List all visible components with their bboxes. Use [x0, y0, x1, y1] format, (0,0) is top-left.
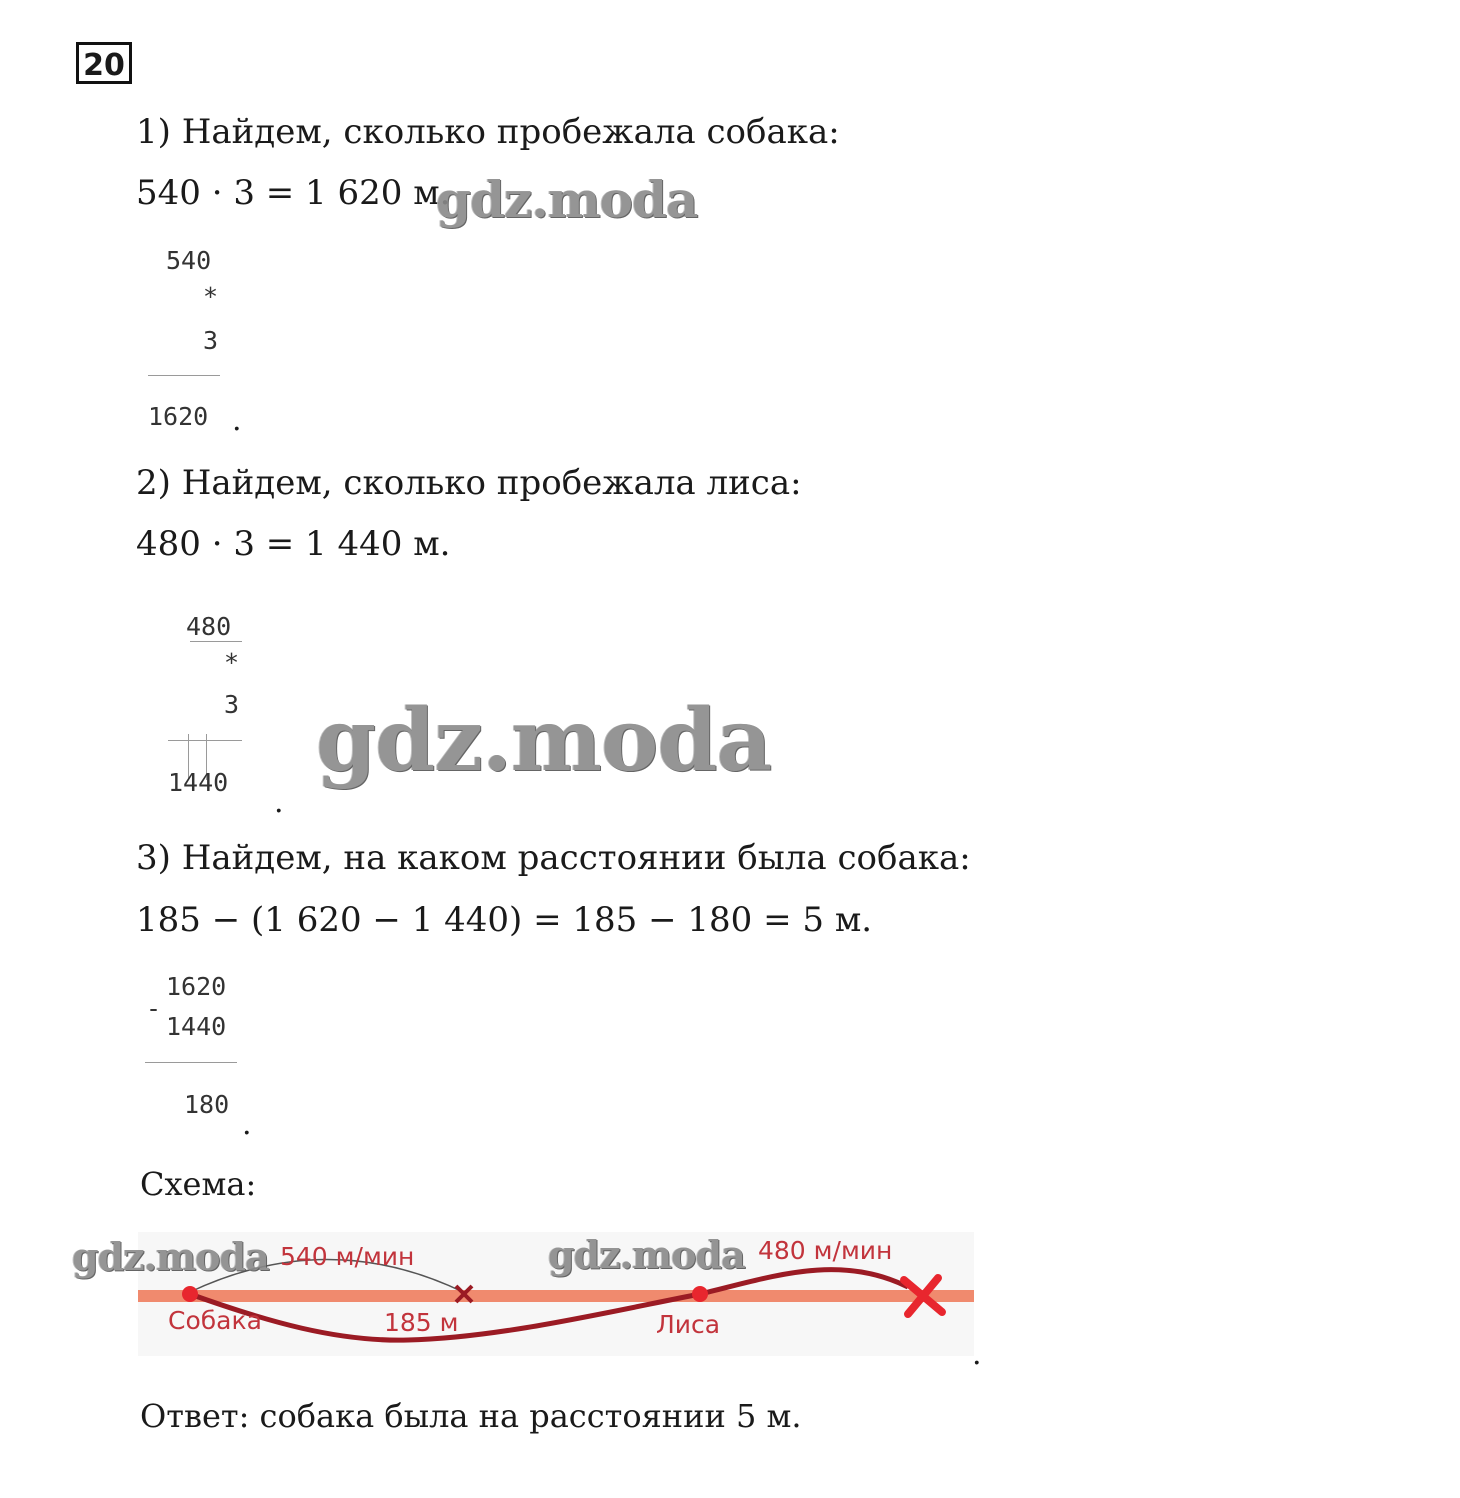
- step2-column-result: 1440: [168, 768, 229, 797]
- step3-title: 3) Найдем, на каком расстоянии была собака:: [136, 838, 971, 878]
- dog-speed-label: 540 м/мин: [280, 1242, 415, 1271]
- step2-column-top: 480: [186, 612, 232, 641]
- step1-column-operator: *: [203, 282, 219, 311]
- step1-title: 1) Найдем, сколько пробежала собака:: [136, 112, 840, 152]
- step2-column-rule-top: [190, 641, 242, 642]
- step1-equation: 540 · 3 = 1 620 м.: [136, 173, 451, 213]
- task-number: 20: [76, 42, 132, 84]
- fox-label: Лиса: [656, 1310, 721, 1339]
- run-path: [190, 1270, 908, 1341]
- step3-column-bottom: 1440: [166, 1012, 227, 1041]
- step2-column-operator: *: [224, 648, 240, 677]
- watermark: gdz.moda: [316, 690, 772, 791]
- step2-column-rule: [168, 740, 242, 741]
- step2-equation: 480 · 3 = 1 440 м.: [136, 524, 451, 564]
- watermark: gdz.moda: [548, 1232, 745, 1277]
- step1-column-rule: [148, 375, 220, 376]
- fox-marker: [692, 1286, 708, 1302]
- step1-column-bottom: 3: [203, 326, 219, 355]
- watermark: gdz.moda: [72, 1234, 269, 1279]
- dog-marker: [182, 1286, 198, 1302]
- step3-column-operator: -: [146, 994, 162, 1023]
- step3-period: .: [242, 1107, 252, 1142]
- step3-column-result: 180: [184, 1090, 230, 1119]
- road: [138, 1290, 974, 1302]
- fox-speed-label: 480 м/мин: [758, 1236, 893, 1265]
- step2-title: 2) Найдем, сколько пробежала лиса:: [136, 463, 802, 503]
- answer-text: Ответ: собака была на расстоянии 5 м.: [140, 1397, 802, 1435]
- step3-column-rule: [145, 1062, 237, 1063]
- dog-label: Собака: [168, 1306, 262, 1335]
- watermark: gdz.moda: [436, 170, 698, 229]
- step2-period: .: [274, 785, 284, 820]
- step2-column-bottom: 3: [224, 690, 240, 719]
- schema-period: .: [972, 1337, 982, 1372]
- step1-column-top: 540: [166, 246, 212, 275]
- step1-period: .: [232, 403, 242, 438]
- schema-label: Схема:: [140, 1165, 257, 1203]
- step3-equation: 185 − (1 620 − 1 440) = 185 − 180 = 5 м.: [136, 900, 873, 940]
- step3-column-top: 1620: [166, 972, 227, 1001]
- step1-column-result: 1620: [148, 402, 209, 431]
- distance-label: 185 м: [384, 1308, 459, 1337]
